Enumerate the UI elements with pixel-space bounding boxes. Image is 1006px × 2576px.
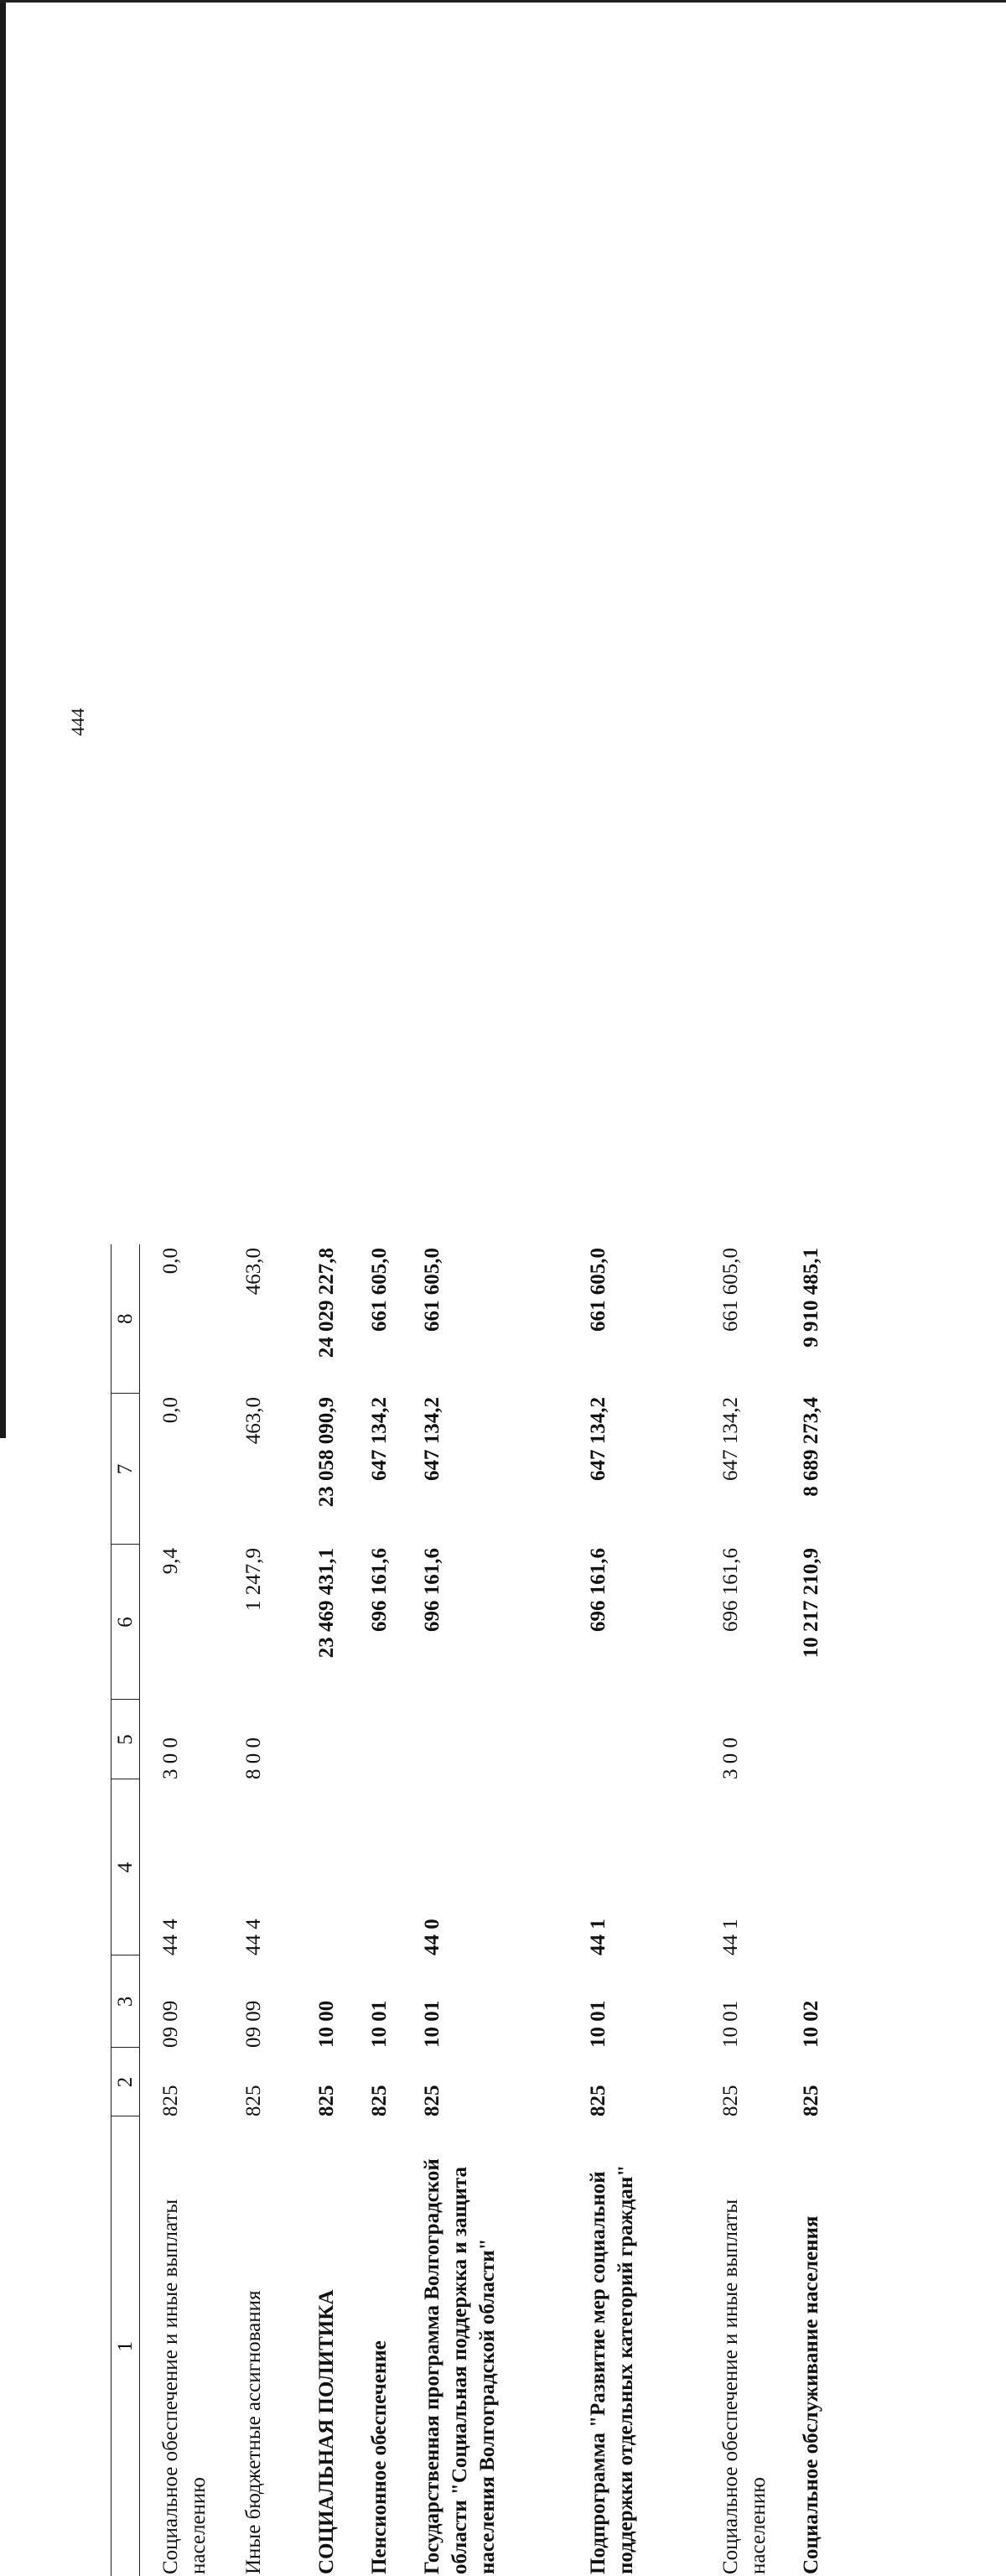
column-header: 2 (111, 2048, 140, 2116)
table-row (797, 1244, 898, 2576)
cell-amount: 9,4 (159, 1548, 182, 1575)
cell-amount: 661 605,0 (719, 1248, 742, 1332)
cell-type (584, 1700, 717, 1779)
cell-amount: 661 605,0 (421, 1248, 443, 1332)
cell-code: 825 (368, 2085, 391, 2116)
cell-program (797, 1779, 898, 1955)
cell-code: 825 (242, 2085, 265, 2116)
cell-type (366, 1700, 418, 1779)
cell-program: 44 1 (719, 1919, 742, 1955)
page-number: 444 (67, 708, 88, 736)
scan-edge-top (0, 0, 1006, 3)
cell-program (313, 1779, 366, 1955)
table-row (140, 1244, 241, 2576)
cell-amount: 696 161,6 (719, 1548, 742, 1632)
column-header: 1 (114, 2341, 137, 2352)
cell-type: 3 0 0 (159, 1737, 182, 1779)
table-row (366, 1244, 418, 2576)
table-row (717, 1244, 797, 2576)
cell-section: 09 09 (242, 2000, 265, 2048)
cell-type (797, 1700, 898, 1779)
cell-amount: 696 161,6 (368, 1548, 391, 1632)
row-name: Пенсионное обеспечение (368, 2340, 391, 2574)
row-name: Социальное обеспечение и иные выплаты населению (159, 2199, 210, 2574)
cell-amount: 647 134,2 (368, 1397, 391, 1481)
cell-code: 825 (315, 2085, 338, 2116)
cell-code: 825 (421, 2085, 443, 2116)
column-header: 3 (111, 1955, 140, 2048)
cell-program: 44 0 (421, 1919, 443, 1955)
table-row (240, 1244, 313, 2576)
cell-amount: 10 217 210,9 (800, 1548, 822, 1659)
cell-type (418, 1700, 584, 1779)
cell-type: 3 0 0 (719, 1737, 742, 1779)
cell-section: 10 01 (587, 2000, 609, 2048)
cell-amount: 661 605,0 (368, 1248, 391, 1332)
cell-section: 10 01 (368, 2000, 391, 2048)
cell-amount: 647 134,2 (587, 1397, 609, 1481)
table-row (313, 1244, 366, 2576)
cell-program (366, 1779, 418, 1955)
cell-section: 10 01 (719, 2000, 742, 2048)
row-name: Иные бюджетные ассигнования (242, 2290, 265, 2574)
cell-program: 44 4 (242, 1919, 265, 1955)
row-name: Государственная программа Волгоградской области "Социальная поддержка и защита населения Волгоградской области" (421, 2158, 499, 2574)
cell-section: 10 00 (315, 2000, 338, 2048)
cell-amount: 0,0 (159, 1248, 182, 1275)
cell-code: 825 (800, 2085, 822, 2116)
cell-amount: 23 058 090,9 (315, 1397, 338, 1508)
cell-program: 44 4 (159, 1919, 182, 1955)
row-name: Подпрограмма "Развитие мер социальной поддержки отдельных категорий граждан" (587, 2164, 637, 2574)
column-header: 6 (111, 1545, 140, 1700)
column-header: 4 (111, 1779, 140, 1955)
column-header: 7 (111, 1394, 140, 1545)
cell-section: 10 01 (421, 2000, 443, 2048)
cell-amount: 463,0 (242, 1397, 265, 1445)
cell-amount: 696 161,6 (587, 1548, 609, 1632)
cell-amount: 0,0 (159, 1397, 182, 1424)
budget-table-rotated (111, 1248, 991, 2576)
cell-amount: 24 029 227,8 (315, 1248, 338, 1358)
cell-amount: 647 134,2 (421, 1397, 443, 1481)
cell-amount: 661 605,0 (587, 1248, 609, 1332)
cell-section: 10 02 (800, 2000, 822, 2048)
row-name: Социальное обеспечение и иные выплаты населению (719, 2199, 770, 2574)
cell-amount: 647 134,2 (719, 1397, 742, 1481)
cell-type: 8 0 0 (242, 1737, 265, 1779)
cell-code: 825 (587, 2085, 609, 2116)
cell-amount: 23 469 431,1 (315, 1548, 338, 1659)
table-row (418, 1244, 584, 2576)
cell-code: 825 (159, 2085, 182, 2116)
cell-amount: 8 689 273,4 (800, 1397, 822, 1497)
row-name: Социальное обслуживание населения (800, 2215, 822, 2574)
cell-amount: 696 161,6 (421, 1548, 443, 1632)
cell-type (313, 1700, 366, 1779)
scan-edge-left (0, 0, 6, 1438)
header-row (111, 1244, 140, 2576)
cell-amount: 1 247,9 (242, 1548, 265, 1611)
cell-section: 09 09 (159, 2000, 182, 2048)
cell-amount: 463,0 (242, 1248, 265, 1296)
cell-program: 44 1 (587, 1919, 609, 1955)
table-row (584, 1244, 717, 2576)
column-header: 8 (111, 1244, 140, 1394)
column-header: 5 (111, 1700, 140, 1779)
row-name: СОЦИАЛЬНАЯ ПОЛИТИКА (315, 2289, 338, 2574)
cell-amount: 9 910 485,1 (800, 1248, 822, 1348)
cell-code: 825 (719, 2085, 742, 2116)
budget-table (111, 1244, 898, 2576)
